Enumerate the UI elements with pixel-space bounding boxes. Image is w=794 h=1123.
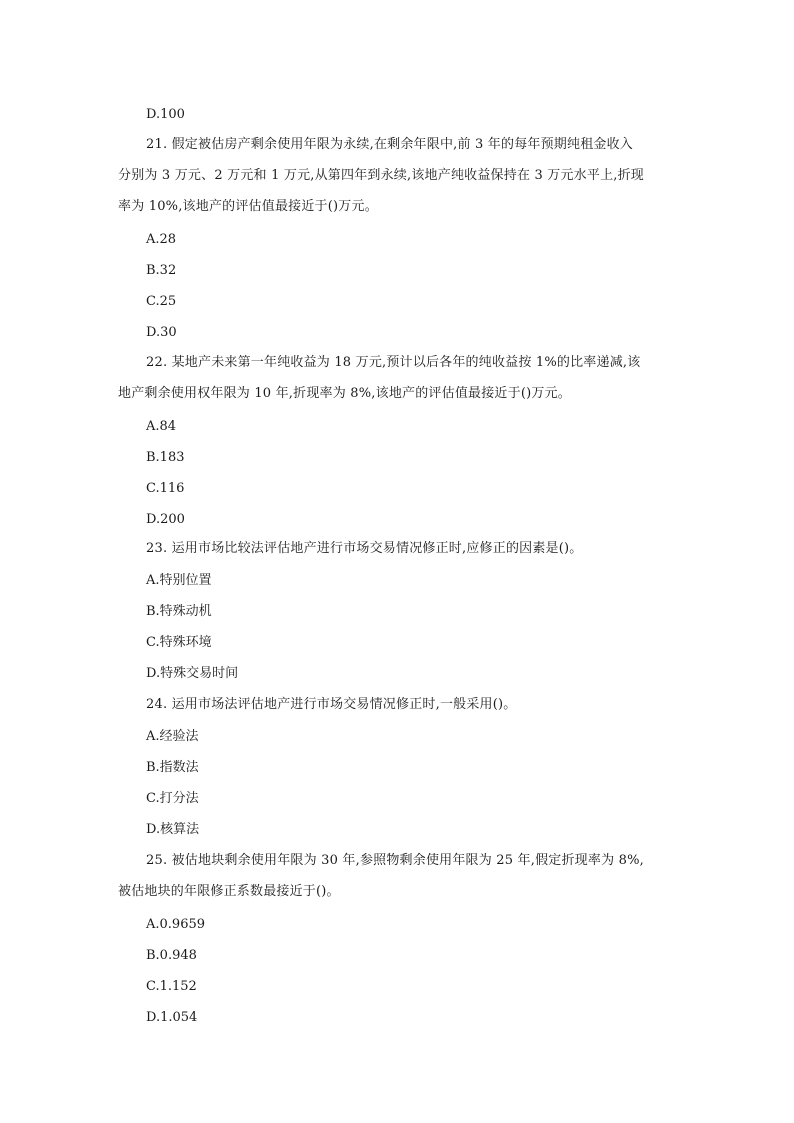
question-24-option-b: B.指数法 xyxy=(146,760,199,775)
question-22-option-b: B.183 xyxy=(146,450,185,465)
question-21-line-2: 分别为 3 万元、2 万元和 1 万元,从第四年到永续,该地产纯收益保持在 3 万元水平上,折现 xyxy=(118,168,645,183)
question-22-option-a: A.84 xyxy=(146,419,177,434)
question-25-option-d: D.1.054 xyxy=(146,1010,198,1025)
question-21-line-1: 21. 假定被估房产剩余使用年限为永续,在剩余年限中,前 3 年的每年预期纯租金收入 xyxy=(146,137,634,152)
question-22-option-d: D.200 xyxy=(146,512,185,527)
question-22-line-1: 22. 某地产未来第一年纯收益为 18 万元,预计以后各年的纯收益按 1%的比率递减,该 xyxy=(146,355,641,370)
question-24-option-c: C.打分法 xyxy=(146,791,199,806)
question-21-option-b: B.32 xyxy=(146,263,177,278)
question-25-line-1: 25. 被估地块剩余使用年限为 30 年,参照物剩余使用年限为 25 年,假定折现率为 8%, xyxy=(146,853,644,868)
question-21-option-d: D.30 xyxy=(146,325,177,340)
question-23-option-d: D.特殊交易时间 xyxy=(146,666,239,681)
question-24-line-1: 24. 运用市场法评估地产进行市场交易情况修正时,一般采用()。 xyxy=(146,697,517,712)
question-23-option-b: B.特殊动机 xyxy=(146,604,212,619)
question-21-line-3: 率为 10%,该地产的评估值最接近于()万元。 xyxy=(118,199,378,214)
question-21-option-c: C.25 xyxy=(146,294,177,309)
question-24-option-d: D.核算法 xyxy=(146,822,200,837)
question-21-option-a: A.28 xyxy=(146,232,177,247)
lead-option: D.100 xyxy=(146,107,185,122)
question-22-option-c: C.116 xyxy=(146,481,185,496)
question-23-option-a: A.特别位置 xyxy=(146,573,212,588)
question-25-option-c: C.1.152 xyxy=(146,979,197,994)
question-25-line-2: 被估地块的年限修正系数最接近于()。 xyxy=(118,884,340,899)
question-22-line-2: 地产剩余使用权年限为 10 年,折现率为 8%,该地产的评估值最接近于()万元。 xyxy=(118,386,571,401)
question-23-line-1: 23. 运用市场比较法评估地产进行市场交易情况修正时,应修正的因素是()。 xyxy=(146,541,583,556)
question-25-option-a: A.0.9659 xyxy=(146,917,206,932)
question-24-option-a: A.经验法 xyxy=(146,729,199,744)
question-23-option-c: C.特殊环境 xyxy=(146,635,212,650)
question-25-option-b: B.0.948 xyxy=(146,948,197,963)
